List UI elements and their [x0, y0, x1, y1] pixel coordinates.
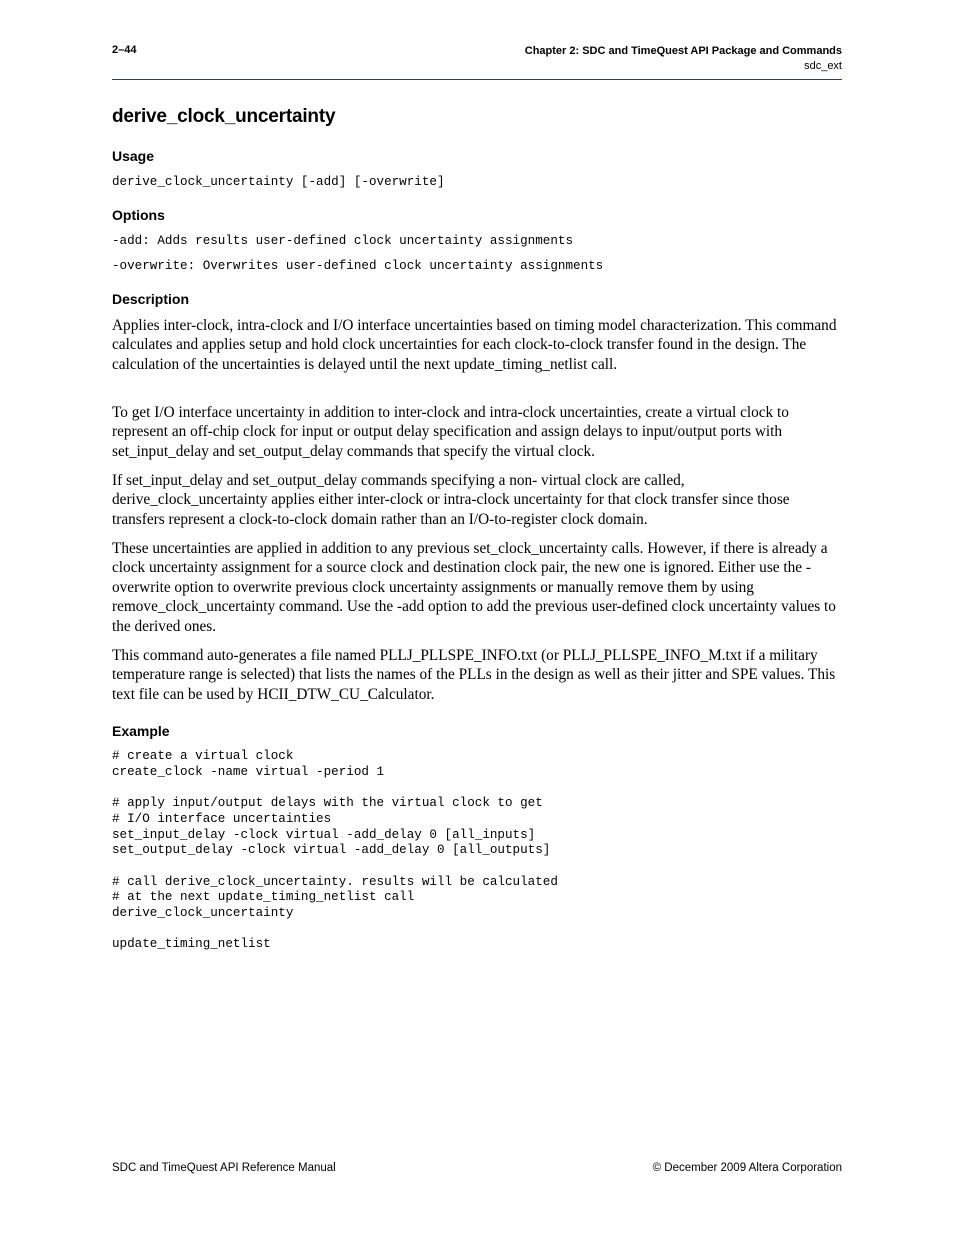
description-paragraph-4: These uncertainties are applied in addition to any previous set_clock_uncertainty calls. However, if there is already a clock uncertainty assignment for a source clock and destination clock pair, the new one is ignored. Either use the -overwrite option to overwrite previous clock uncertainty assignments or manually remove them by using remove_clock_uncertainty command. Use the -add option to add the previous user-defined clock uncertainty values to the derived ones. — [112, 540, 836, 635]
description-paragraph-3: If set_input_delay and set_output_delay commands specifying a non- virtual clock are called, derive_clock_uncertainty applies either inter-clock or intra-clock uncertainty for that clock transfer since those transfers represent a clock-to-clock domain rather than an I/O-to-register clock domain. — [112, 472, 790, 528]
manual-name: SDC and TimeQuest API Reference Manual — [112, 1162, 336, 1174]
option-add: -add: Adds results user-defined clock uncertainty assignments — [112, 234, 574, 248]
options-heading: Options — [112, 207, 165, 223]
description-paragraph-5: This command auto-generates a file named PLLJ_PLLSPE_INFO.txt (or PLLJ_PLLSPE_INFO_M.txt if a military temperature range is selected) that lists the names of the PLLs in the design as well as their jitter and SPE values. This text file can be used by HCII_DTW_CU_Calculator. — [112, 647, 836, 703]
command-title: derive_clock_uncertainty — [112, 106, 336, 127]
running-header — [112, 40, 842, 80]
description-heading: Description — [112, 291, 190, 307]
example-code: # create a virtual clock create_clock -name virtual -period 1 # apply input/output delays with the virtual clock to get # I/O interface uncertainties set_input_delay -clock virtual -add_delay 0 [all_inputs] set_output_delay -clock virtual -add_delay 0 [all_outputs] # call derive_clock_uncertainty. results will be calculated # at the next update_timing_netlist call derive_clock_uncertainty update_timing_netlist — [112, 749, 558, 952]
chapter-title: Chapter 2: SDC and TimeQuest API Package and Commands — [524, 45, 842, 57]
description-paragraph-1: Applies inter-clock, intra-clock and I/O interface uncertainties based on timing model characterization. This command calculates and applies setup and hold clock uncertainties for each clock-to-clock transfer found in the design. The calculation of the uncertainties is delayed until the next update_timing_netlist call. — [112, 317, 837, 373]
option-overwrite: -overwrite: Overwrites user-defined clock uncertainty assignments — [112, 259, 604, 273]
header-right — [525, 44, 842, 74]
usage-heading: Usage — [112, 148, 155, 164]
page-number: 2–44 — [112, 44, 137, 56]
example-heading: Example — [112, 723, 170, 739]
copyright: © December 2009 Altera Corporation — [652, 1162, 842, 1174]
section-name: sdc_ext — [804, 60, 842, 72]
usage-syntax: derive_clock_uncertainty [-add] [-overwrite] — [112, 175, 445, 189]
description-paragraph-2: To get I/O interface uncertainty in addition to inter-clock and intra-clock uncertainties, create a virtual clock to represent an off-chip clock for input or output delay specification and assign delays to input/output ports with set_input_delay and set_output_delay commands that specify the virtual clock. — [112, 404, 789, 460]
page — [112, 40, 842, 952]
